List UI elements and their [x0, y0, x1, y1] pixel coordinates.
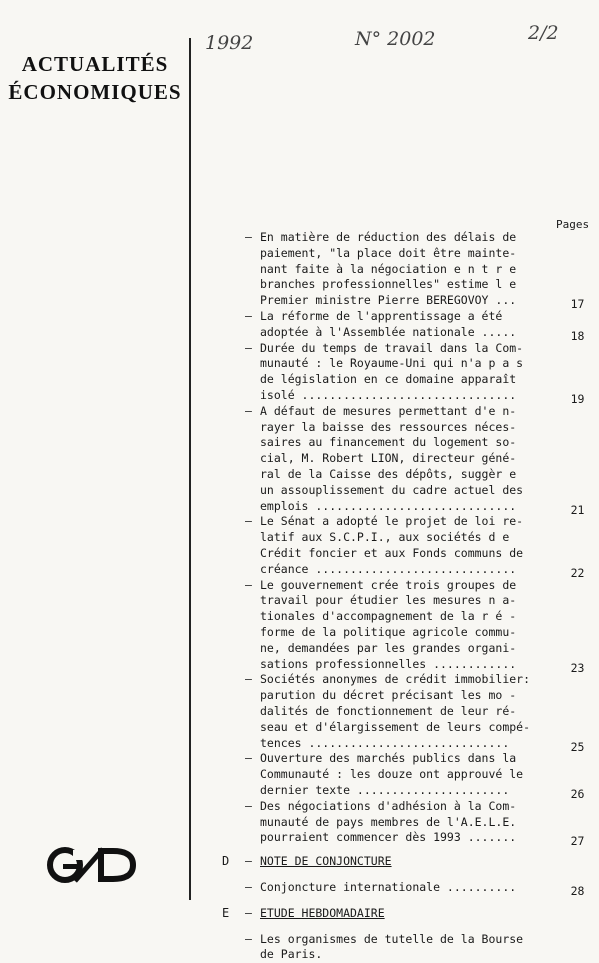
toc-entry	[245, 514, 590, 580]
section-heading	[245, 854, 590, 870]
handwritten-year: 1992	[205, 32, 254, 54]
entry-text-line: Communauté : les douze ont approuvé le	[260, 767, 524, 782]
entry-text-line: dalités de fonctionnement de leur ré-	[260, 703, 517, 718]
entry-text-line: tionales d'accompagnement de la r é -	[260, 609, 517, 624]
entry-text-line: saires au financement du logement so-	[260, 435, 517, 450]
entry-page-number: 26	[570, 786, 585, 801]
toc-entry	[245, 798, 590, 849]
toc-entry	[245, 404, 590, 515]
masthead	[0, 50, 190, 106]
entry-text-line: parution du décret précisant les mo -	[260, 688, 517, 703]
entry-text-line: ne, demandées par les grandes organi-	[260, 640, 517, 655]
entry-text-line: Sociétés anonymes de crédit immobilier:	[260, 672, 531, 687]
entry-dash: –	[245, 577, 252, 592]
entry-dash: –	[245, 514, 252, 529]
entry-dash: –	[245, 340, 252, 355]
entry-text-line: munauté de pays membres de l'A.E.L.E.	[260, 814, 517, 829]
entry-text-line: pourraient commencer dès 1993 .......	[260, 830, 517, 845]
entry-text-line: de législation en ce domaine apparaît	[260, 372, 517, 387]
toc-entry	[245, 932, 590, 963]
entry-text-line: adoptée à l'Assemblée nationale .....	[260, 324, 517, 339]
toc-entry	[245, 672, 590, 754]
entry-text-line: un assouplissement du cadre actuel des	[260, 482, 524, 497]
entry-text-line: cial, M. Robert LION, directeur géné-	[260, 451, 517, 466]
entry-text-line: travail pour étudier les mesures n a-	[260, 593, 517, 608]
toc-entry	[245, 751, 590, 801]
section-heading	[245, 906, 590, 922]
entry-text-line: tences .............................	[260, 735, 510, 750]
entry-text-line: seau et d'élargissement de leurs compé-	[260, 719, 531, 734]
entry-dash: –	[245, 230, 252, 244]
entry-text-line: de Paris.	[260, 947, 323, 962]
entry-text-line: Les organismes de tutelle de la Bourse	[260, 931, 524, 946]
entry-page-number: 25	[570, 739, 585, 754]
masthead-line2: ÉCONOMIQUES	[8, 80, 182, 104]
entry-dash: –	[245, 403, 252, 418]
entry-dash: –	[245, 880, 252, 894]
entry-page-number: 21	[570, 502, 585, 517]
entry-text-line: Le gouvernement crée trois groupes de	[260, 577, 517, 592]
pages-header: Pages	[556, 218, 590, 231]
entry-text-line: Premier ministre Pierre BEREGOVOY ...	[260, 293, 517, 308]
handwritten-fraction: 2/2	[528, 22, 559, 44]
entry-text-line: Crédit foncier et aux Fonds communs de	[260, 545, 524, 560]
entry-text-line: En matière de réduction des délais de	[260, 230, 517, 244]
entry-dash: –	[245, 309, 252, 323]
entry-page-number: 17	[570, 297, 585, 312]
entry-text-line: sations professionnelles ............	[260, 656, 517, 671]
entry-text-line: dernier texte ......................	[260, 782, 510, 797]
entry-page-number: 27	[570, 834, 585, 849]
entry-text-line: emplois .............................	[260, 498, 517, 513]
entry-text-line: créance .............................	[260, 561, 517, 576]
entry-text-line: latif aux S.C.P.I., aux sociétés d e	[260, 530, 510, 545]
entry-text-line: paiement, "la place doit être mainte-	[260, 245, 517, 260]
toc-entry	[245, 230, 590, 312]
entry-dash: –	[245, 798, 252, 813]
entry-text-line: A défaut de mesures permettant d'e n-	[260, 403, 517, 418]
section-title: NOTE DE CONJONCTURE	[260, 854, 392, 869]
entry-text-line: La réforme de l'apprentissage a été	[260, 309, 503, 323]
toc-entry	[245, 578, 590, 673]
entry-text-line: forme de la politique agricole commu-	[260, 624, 517, 639]
entry-dash: –	[245, 751, 252, 766]
entry-text-line: munauté : le Royaume-Uni qui n'a p a s	[260, 356, 524, 371]
entry-page-number: 18	[570, 328, 585, 343]
entry-text-line: Des négociations d'adhésion à la Com-	[260, 798, 517, 813]
toc-entry	[245, 880, 590, 896]
entry-dash: –	[245, 854, 252, 869]
entry-page-number: 22	[570, 565, 585, 580]
entry-text-line: rayer la baisse des ressources néces-	[260, 419, 517, 434]
entry-text-line: Conjoncture internationale ..........	[260, 880, 517, 894]
entry-text-line: Ouverture des marchés publics dans la	[260, 751, 517, 766]
handwritten-number: N° 2002	[355, 28, 436, 50]
masthead-line1: ACTUALITÉS	[21, 52, 169, 76]
section-letter: E	[222, 905, 230, 920]
entry-text-line: Le Sénat a adopté le projet de loi re-	[260, 514, 524, 529]
entry-dash: –	[245, 672, 252, 687]
vertical-rule	[189, 38, 191, 900]
entry-page-number: 19	[570, 391, 585, 406]
section-letter: D	[222, 854, 230, 869]
entry-dash: –	[245, 905, 252, 920]
section-title: ETUDE HEBDOMADAIRE	[260, 905, 385, 920]
entry-dash: –	[245, 931, 252, 946]
entry-text-line: isolé ...............................	[260, 387, 517, 402]
entry-page-number: 23	[570, 660, 585, 675]
toc-entry	[245, 341, 590, 404]
entry-text-line: nant faite à la négociation e n t r e	[260, 261, 517, 276]
entry-text-line: Durée du temps de travail dans la Com-	[260, 340, 524, 355]
gd-logo	[41, 845, 141, 885]
entry-text-line: ral de la Caisse des dépôts, suggèr e	[260, 466, 517, 481]
entry-page-number: 28	[570, 884, 585, 898]
toc-entry	[245, 309, 590, 341]
entry-text-line: branches professionnelles" estime l e	[260, 277, 517, 292]
